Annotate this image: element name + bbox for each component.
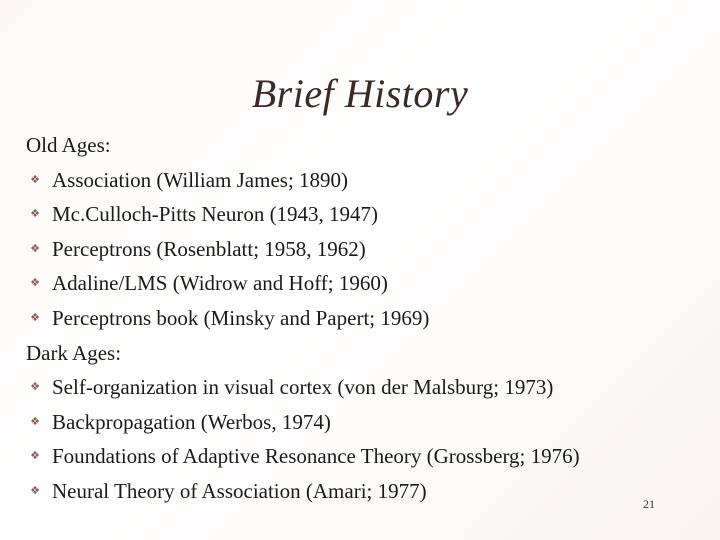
list-item <box>26 266 706 301</box>
list-item-text: Adaline/LMS (Widrow and Hoff; 1960) <box>52 271 388 296</box>
diamond-bullet-icon: ❖ <box>30 380 40 394</box>
list-item <box>26 163 706 198</box>
slide-title: Brief History <box>251 71 469 116</box>
diamond-bullet-icon: ❖ <box>30 449 40 463</box>
section-heading-dark-ages: Dark Ages: <box>26 340 122 365</box>
list-item <box>26 301 706 336</box>
list-item <box>26 439 706 474</box>
diamond-bullet-icon: ❖ <box>30 483 40 497</box>
diamond-bullet-icon: ❖ <box>30 276 40 290</box>
list-item <box>26 405 706 440</box>
section-heading-old-ages: Old Ages: <box>26 133 111 157</box>
diamond-bullet-icon: ❖ <box>30 207 40 221</box>
list-item <box>26 197 706 232</box>
diamond-bullet-icon: ❖ <box>30 414 40 428</box>
slide-body <box>26 128 706 509</box>
list-item <box>26 474 706 509</box>
diamond-bullet-icon: ❖ <box>30 241 40 255</box>
list-item-text: Backpropagation (Werbos, 1974) <box>52 409 331 434</box>
list-item-text: Mc.Culloch-Pitts Neuron (1943, 1947) <box>52 202 379 227</box>
list-item <box>26 370 706 405</box>
list-item-text: Self-organization in visual cortex (von der Malsburg; 1973) <box>52 375 554 400</box>
diamond-bullet-icon: ❖ <box>30 172 40 186</box>
list-item <box>26 232 706 267</box>
list-item-text: Perceptrons (Rosenblatt; 1958, 1962) <box>52 236 366 261</box>
list-item-text: Perceptrons book (Minsky and Papert; 1969) <box>52 305 430 330</box>
list-item-text: Foundations of Adaptive Resonance Theory (Grossberg; 1976) <box>52 444 580 469</box>
diamond-bullet-icon: ❖ <box>30 310 40 324</box>
page-number: 21 <box>643 497 655 511</box>
list-item-text: Neural Theory of Association (Amari; 1977) <box>52 478 427 503</box>
list-item-text: Association (William James; 1890) <box>52 167 349 192</box>
